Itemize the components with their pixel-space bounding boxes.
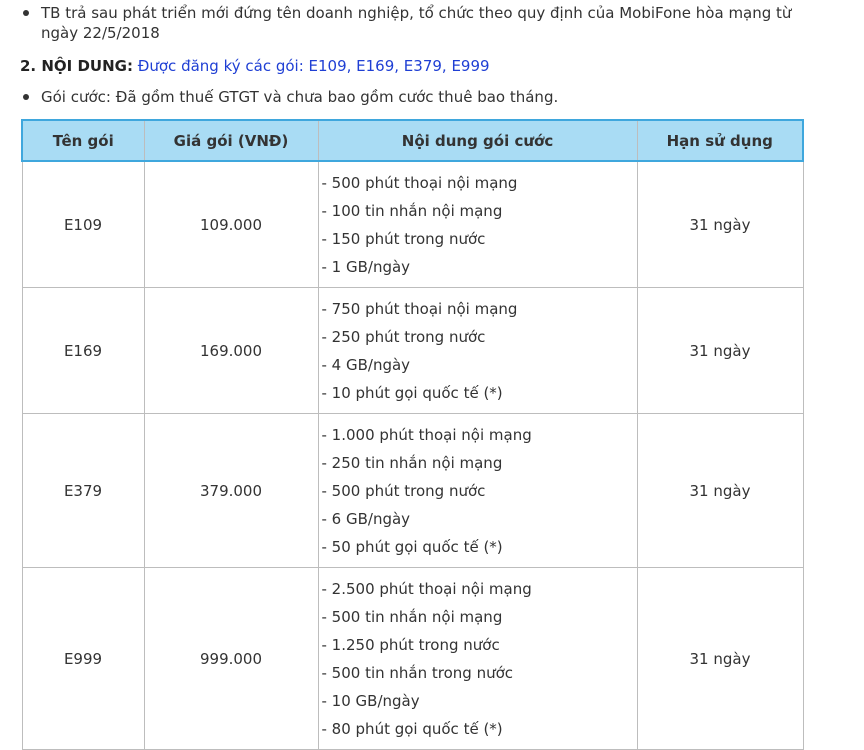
section-heading (20, 56, 490, 76)
feature-item: - 4 GB/ngày (321, 355, 411, 374)
table-header-row (22, 120, 803, 161)
bullet-dot-icon (23, 10, 29, 16)
package-name-cell: E109 (22, 161, 144, 288)
package-name-cell: E999 (22, 568, 144, 750)
feature-item: - 2.500 phút thoại nội mạng (321, 579, 532, 598)
feature-item: - 150 phút trong nước (321, 229, 486, 248)
header-content: Nội dung gói cước (318, 120, 637, 161)
note-bullet (41, 87, 821, 107)
feature-item: - 10 GB/ngày (321, 691, 420, 710)
section-title: 2. NỘI DUNG: (20, 57, 133, 75)
feature-item: - 500 tin nhắn trong nước (321, 663, 514, 682)
feature-item: - 750 phút thoại nội mạng (321, 299, 518, 318)
packages-link[interactable]: Được đăng ký các gói: E109, E169, E379, E999 (137, 57, 490, 75)
content-cell (318, 288, 637, 414)
table-row (22, 161, 803, 288)
header-price: Giá gói (VNĐ) (144, 120, 318, 161)
header-validity: Hạn sử dụng (637, 120, 803, 161)
header-package-name: Tên gói (22, 120, 144, 161)
content-cell (318, 568, 637, 750)
note-text: Gói cước: Đã gồm thuế GTGT và chưa bao gồm cước thuê bao tháng. (41, 88, 559, 106)
package-table (21, 119, 804, 750)
price-cell: 169.000 (144, 288, 318, 414)
intro-text: TB trả sau phát triển mới đứng tên doanh nghiệp, tổ chức theo quy định của MobiFone hòa mạng từ ngày 22/5/2018 (41, 4, 792, 42)
validity-cell: 31 ngày (637, 568, 803, 750)
validity-cell: 31 ngày (637, 161, 803, 288)
feature-item: - 500 phút thoại nội mạng (321, 173, 518, 192)
feature-item: - 10 phút gọi quốc tế (*) (321, 383, 503, 402)
content-cell (318, 161, 637, 288)
table-row (22, 414, 803, 568)
price-cell: 999.000 (144, 568, 318, 750)
validity-cell: 31 ngày (637, 414, 803, 568)
package-name-cell: E169 (22, 288, 144, 414)
feature-item: - 80 phút gọi quốc tế (*) (321, 719, 503, 738)
feature-item: - 250 phút trong nước (321, 327, 486, 346)
package-name-cell: E379 (22, 414, 144, 568)
validity-cell: 31 ngày (637, 288, 803, 414)
feature-item: - 1.000 phút thoại nội mạng (321, 425, 532, 444)
bullet-dot-icon (23, 94, 29, 100)
price-cell: 379.000 (144, 414, 318, 568)
feature-item: - 50 phút gọi quốc tế (*) (321, 537, 503, 556)
feature-item: - 100 tin nhắn nội mạng (321, 201, 503, 220)
table-row (22, 568, 803, 750)
feature-item: - 250 tin nhắn nội mạng (321, 453, 503, 472)
feature-item: - 6 GB/ngày (321, 509, 411, 528)
feature-item: - 1.250 phút trong nước (321, 635, 500, 654)
feature-item: - 500 phút trong nước (321, 481, 486, 500)
intro-bullet (41, 3, 821, 43)
feature-item: - 1 GB/ngày (321, 257, 411, 276)
feature-item: - 500 tin nhắn nội mạng (321, 607, 503, 626)
content-cell (318, 414, 637, 568)
table-row (22, 288, 803, 414)
price-cell: 109.000 (144, 161, 318, 288)
